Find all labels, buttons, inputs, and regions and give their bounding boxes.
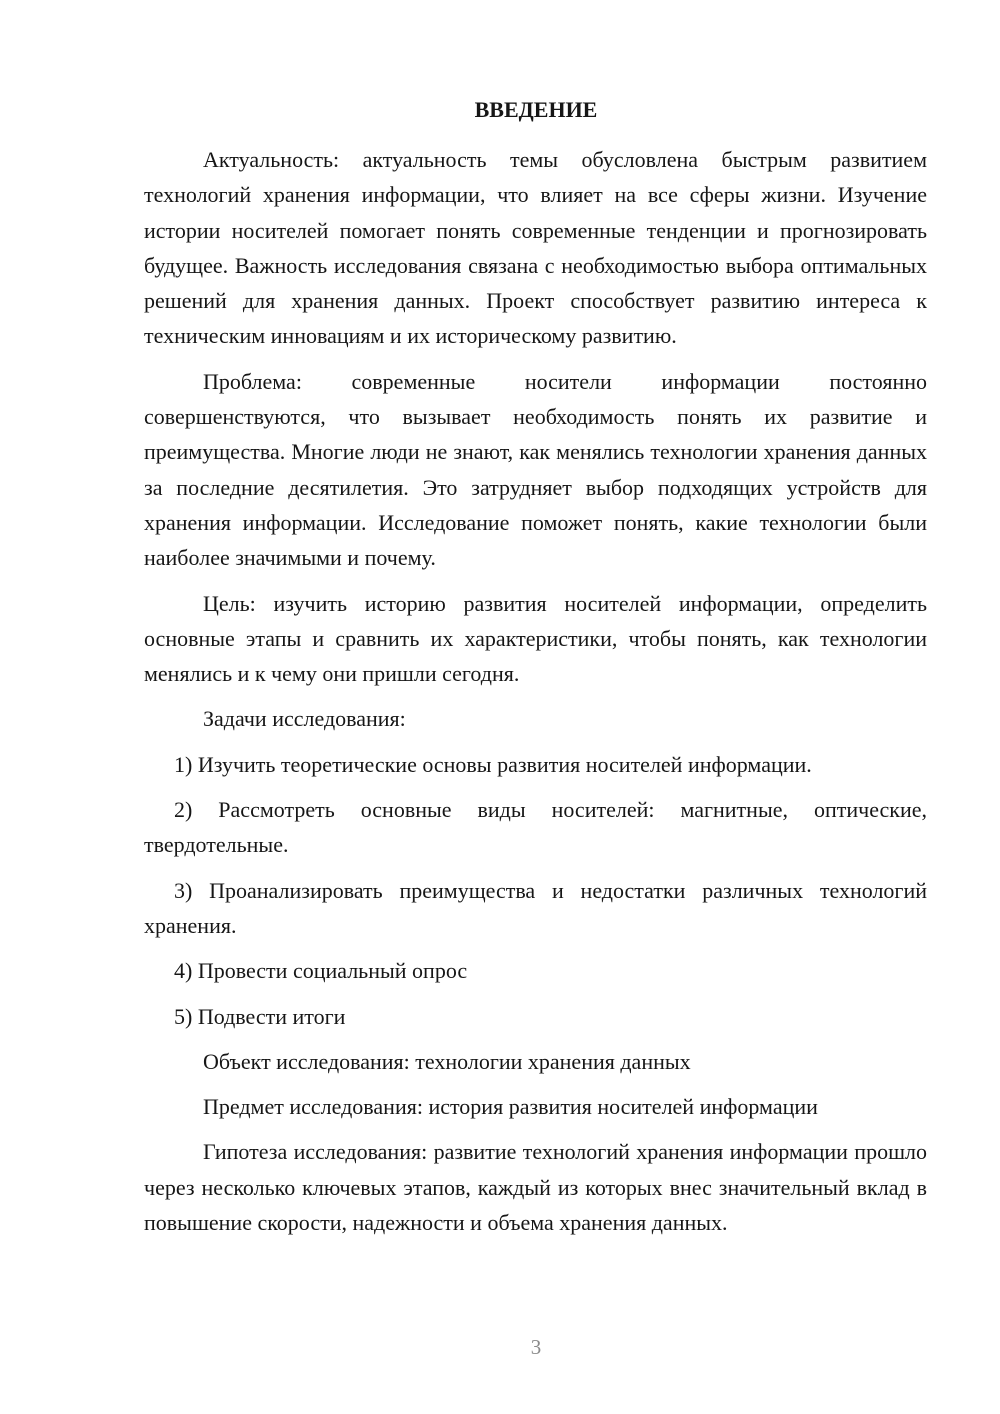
paragraph-subject: Предмет исследования: история развития носителей информации bbox=[203, 1094, 818, 1120]
task-item-5: 5) Подвести итоги bbox=[174, 1003, 346, 1029]
task-item-1: 1) Изучить теоретические основы развития носителей информации. bbox=[174, 751, 812, 777]
paragraph-tasks-heading: Задачи исследования: bbox=[203, 706, 406, 732]
task-item-3: 3) Проанализировать преимущества и недостатки различных технологий хранения. bbox=[144, 877, 927, 938]
paragraph-problem: Проблема: современные носители информации постоянно совершенствуются, что вызывает необходимость понять их развитие и преимущества. Многие люди не знают, как менялись технологии хранения данных за последние десятилетия. Это затрудняет выбор подходящих устройств для хранения информации. Исследование поможет понять, какие технологии были наиболее значимыми и почему. bbox=[144, 368, 927, 571]
paragraph-goal: Цель: изучить историю развития носителей информации, определить основные этапы и сравнить их характеристики, чтобы понять, как технологии менялись и к чему они пришли сегодня. bbox=[144, 590, 927, 687]
task-item-4: 4) Провести социальный опрос bbox=[174, 958, 468, 984]
page-title: ВВЕДЕНИЕ bbox=[474, 97, 598, 122]
document-body bbox=[144, 142, 927, 1250]
paragraph-hypothesis: Гипотеза исследования: развитие технологий хранения информации прошло через несколько ключевых этапов, каждый из которых внес значительный вклад в повышение скорости, надежности и объема хранения данных. bbox=[144, 1139, 927, 1236]
paragraph-relevance: Актуальность: актуальность темы обусловлена быстрым развитием технологий хранения информации, что влияет на все сферы жизни. Изучение истории носителей помогает понять современные тенденции и прогнозировать будущее. Важность исследования связана с необходимостью выбора оптимальных решений для хранения данных. Проект способствует развитию интереса к техническим инновациям и их историческому развитию. bbox=[144, 147, 927, 349]
page-number: 3 bbox=[530, 1335, 542, 1359]
task-item-2: 2) Рассмотреть основные виды носителей: магнитные, оптические, твердотельные. bbox=[144, 797, 927, 858]
paragraph-object: Объект исследования: технологии хранения данных bbox=[203, 1048, 691, 1074]
